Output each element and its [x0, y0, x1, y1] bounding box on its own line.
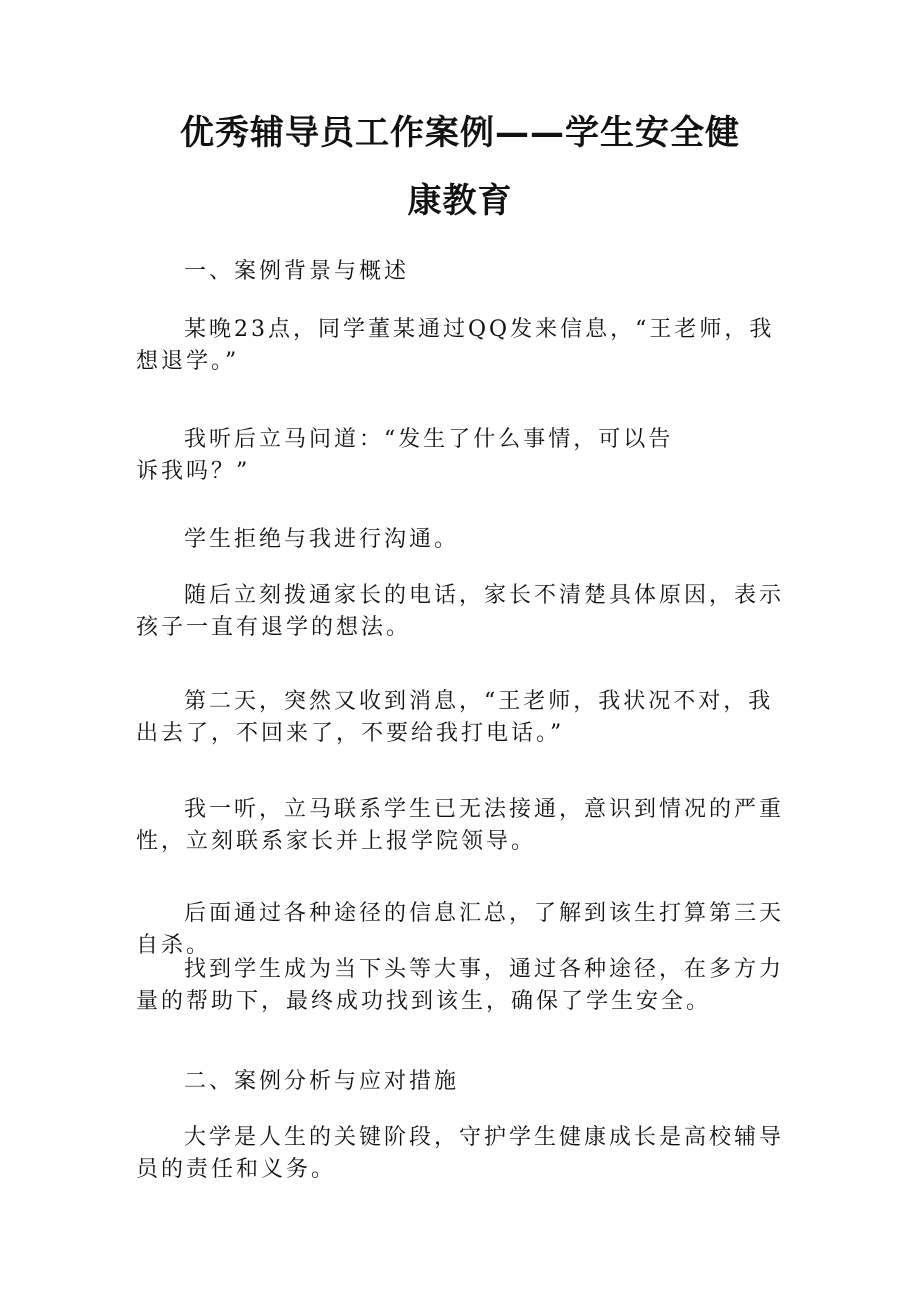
- paragraph: 学生拒绝与我进行沟通。: [184, 527, 460, 552]
- paragraph: 随后立刻拨通家长的电话，家长不清楚具体原因，表示孩子一直有退学的想法。: [136, 583, 785, 640]
- paragraph: 大学是人生的关键阶段，守护学生健康成长是高校辅导员的责任和义务。: [136, 1125, 785, 1182]
- paragraph: 我听后立马问道：“发生了什么事情，可以告诉我吗？”: [136, 427, 674, 484]
- paragraph: 找到学生成为当下头等大事，通过各种途径，在多方力量的帮助下，最终成功找到该生，确保了学生安全。: [136, 957, 785, 1014]
- document-title-line-1: 优秀辅导员工作案例——学生安全健: [180, 113, 740, 153]
- section-heading-analysis: 二、案例分析与应对措施: [184, 1069, 460, 1094]
- paragraph: 第二天，突然又收到消息，“王老师，我状况不对，我出去了，不回来了，不要给我打电话。”: [136, 689, 774, 746]
- paragraph: 后面通过各种途径的信息汇总，了解到该生打算第三天自杀。: [136, 901, 785, 958]
- paragraph: 某晚23点，同学董某通过QQ发来信息，“王老师，我想退学。”: [136, 317, 775, 374]
- paragraph: 我一听，立马联系学生已无法接通，意识到情况的严重性，立刻联系家长并上报学院领导。: [136, 797, 785, 854]
- section-heading-background: 一、案例背景与概述: [184, 259, 410, 284]
- document-title-line-2: 康教育: [407, 181, 513, 221]
